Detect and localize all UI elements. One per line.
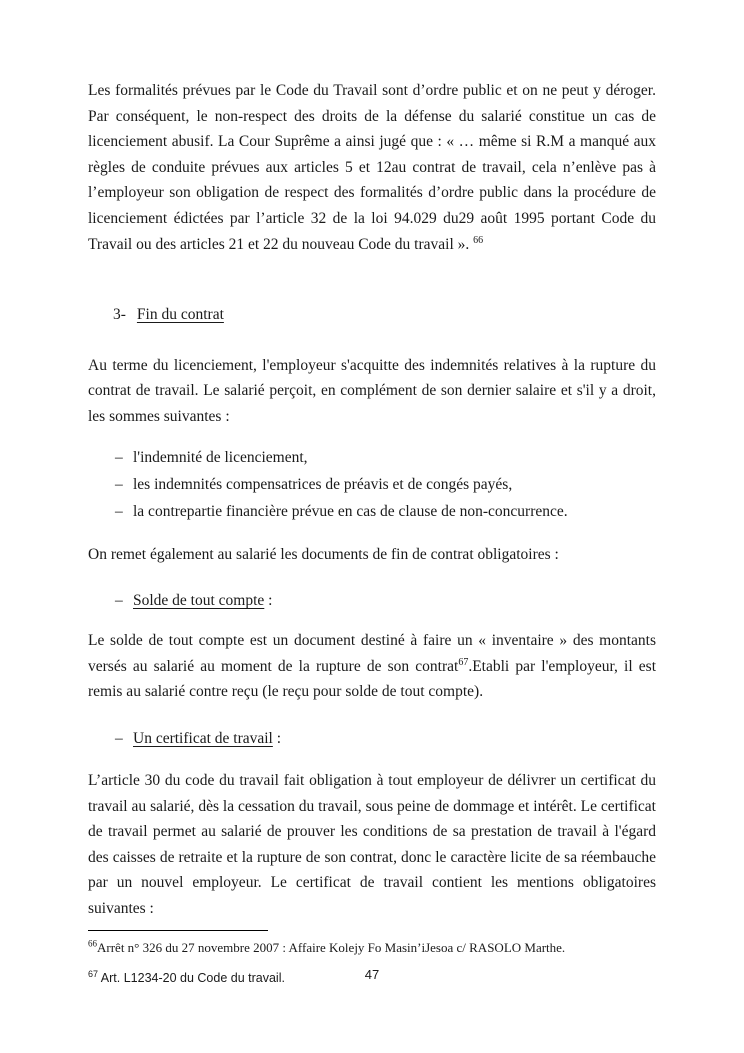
bullet-certificat-label: Un certificat de travail	[133, 729, 273, 747]
footnote-67-ref: 67	[88, 969, 99, 980]
dash-marker: –	[115, 502, 123, 520]
footnote-67-text: Art. L1234-20 du Code du travail.	[98, 971, 285, 986]
section-heading-title: Fin du contrat	[136, 306, 224, 324]
bullet-certificat-suffix: :	[272, 729, 282, 747]
footnote-ref-66-inline: 66	[473, 234, 484, 246]
page-number: 47	[364, 967, 380, 982]
bullet-solde-text	[133, 587, 272, 614]
bullet-solde-de-tout-compte	[88, 587, 656, 614]
footnote-66-text: Arrêt n° 326 du 27 novembre 2007 : Affaire Kolejy Fo Masin’iJesoa c/ RASOLO Marthe.	[97, 940, 566, 956]
footnote-66	[88, 939, 656, 957]
section-heading-number: 3-	[113, 306, 126, 324]
list-item-text: la contrepartie financière prévue en cas de clause de non-concurrence.	[133, 502, 568, 520]
paragraph-solde	[88, 628, 656, 705]
dash-marker: –	[115, 729, 123, 747]
bullet-solde-label: Solde de tout compte	[133, 592, 265, 610]
paragraph-intro-text: Les formalités prévues par le Code du Travail sont d’ordre public et on ne peut y déroger. Par conséquent, le non-respect des droits de la défense du salarié constitue un cas de licenciement abusif. La Cour Suprême a ainsi jugé que : « … même si R.M a manqué aux règles de conduite prévues aux articles 5 et 12au contrat de travail, cela n’enlève pas à l’employeur son obligation de respect des formalités d’ordre public dans la procédure de licenciement édictées par l’article 32 de la loi 94.029 du29 août 1995 portant Code du Travail ou des articles 21 et 22 du nouveau Code du travail ».	[88, 82, 656, 253]
dash-marker: –	[115, 592, 123, 610]
paragraph-solde-after: .Etabli par l'employeur, il est remis au salarié contre reçu (le reçu pour solde de tout compte).	[88, 657, 657, 701]
dash-marker: –	[115, 475, 123, 493]
bullet-certificat-de-travail	[88, 725, 656, 752]
section-heading-fin-du-contrat	[88, 302, 656, 328]
list-item-text: l'indemnité de licenciement,	[133, 448, 308, 466]
footnote-66-ref: 66	[88, 938, 97, 949]
paragraph-intro	[88, 78, 656, 257]
footnote-separator	[88, 930, 268, 931]
paragraph-indemnites: Au terme du licenciement, l'employeur s'acquitte des indemnités relatives à la rupture du contrat de travail. Le salarié perçoit, en complément de son dernier salaire et s'il y a droit, les sommes suivantes :	[88, 356, 656, 425]
list-item	[88, 498, 656, 525]
footnote-ref-67-inline: 67	[458, 656, 469, 668]
list-item	[88, 471, 656, 498]
list-item	[88, 444, 656, 471]
indemnites-list	[88, 444, 656, 525]
paragraph-certificat: L’article 30 du code du travail fait obligation à tout employeur de délivrer un certificat du travail au salarié, dès la cessation du travail, sous peine de dommage et intérêt. Le certificat de travail permet au salarié de prouver les conditions de sa prestation de travail à l'égard des caisses de retraite et la rupture de son contrat, donc le caractère licite de sa réembauche par un nouvel employeur. Le certificat de travail contient les mentions obligatoires suivantes :	[88, 771, 656, 917]
bullet-solde-suffix: :	[264, 592, 273, 610]
dash-marker: –	[115, 448, 123, 466]
paragraph-documents-obligatoires: On remet également au salarié les documents de fin de contrat obligatoires :	[88, 545, 559, 563]
paragraph-solde-before: Le solde de tout compte est un document destiné à faire un « inventaire » des montants versés au salarié au moment de la rupture de son contrat	[88, 632, 656, 675]
bullet-certificat-text	[133, 725, 281, 752]
list-item-text: les indemnités compensatrices de préavis et de congés payés,	[133, 475, 513, 493]
